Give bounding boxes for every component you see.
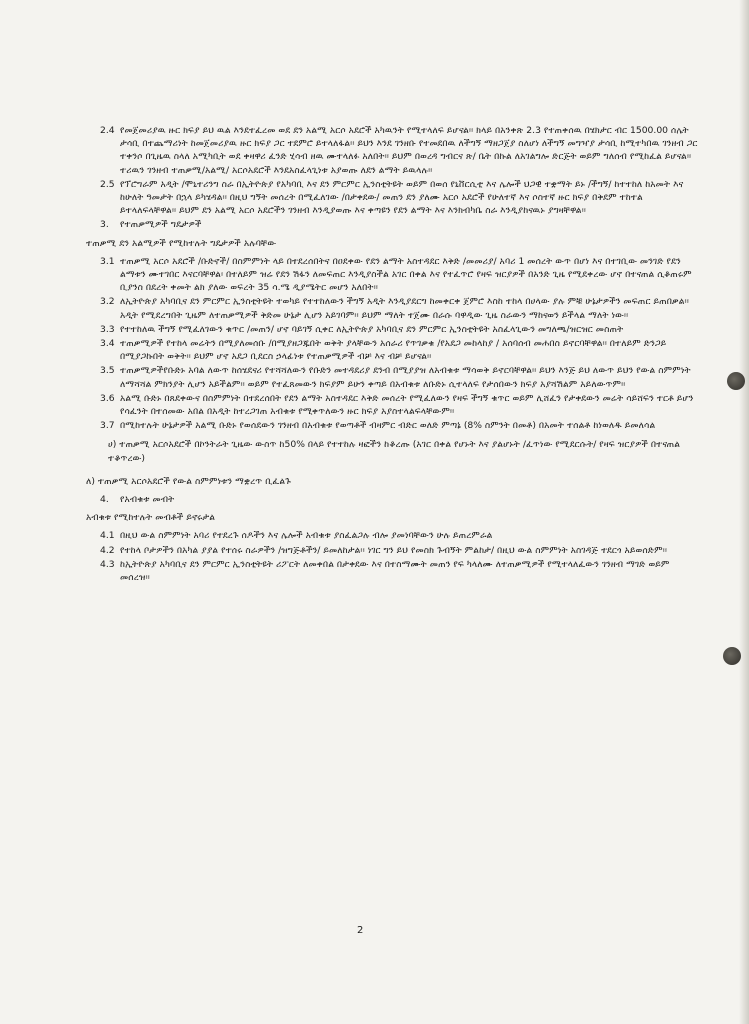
section-title: የአብቁቱ መብት xyxy=(120,494,175,506)
clause-4-3 xyxy=(80,558,700,584)
clause-number: 4.2 xyxy=(100,544,115,556)
section-heading-3 xyxy=(80,218,700,231)
clause-number: 3.1 xyxy=(100,255,115,267)
subsection-u: ሀ) ተጠቃሚ አርሶአደሮች በኮንትራት ጊዜው ውስጥ ከ50% በላይ የተተከሉ ዛፎችን ከቆረጡ (አገር በቀል የሆኑት እና ያልሆኑት /ፈጥነው የሚደርሱት/ የዛፍ ዝርያዎች በተናጠል ተቆጥረው) xyxy=(108,439,681,464)
clause-text: ተጠቃሚ አርሶ አደሮች /ቡድኖች/ በስምምነት ላይ በተደረሰበትና በዐደቀው የደን ልማት አስተዳደር እቅድ /መመሪያ/ አባሪ 1 መሰረት ውጥ በሆነ እና በተገቢው መንገድ የደን ልማቱን ሙተገበር እናርባቸዋል፡ በተለይም ዝሬ የደን ሽፋን ለመፍጠር እንዲያስችል አገር በቀል እና የተፈጥሮ የዛፍ ዝርያዎች በአንድ ጊዜ የሚደቀረው ሆኖ በተናጠል ሲቆጠሩም ቢያንስ በደረት ቀመት ልክ ያለው ወፍረት 35 ሳ.ሜ ዲያሜትር መሆን አለበት፡፡ xyxy=(120,255,692,294)
punch-hole xyxy=(727,372,745,390)
clause-text: የተከላ ቦታዎችን በአካል ያያል የተሰሩ ስራዎችን /ዝግጅቶችን/ ይመለከታል፡፡ ነገር ግን ይህ የመስክ ጉብኝት ምልከታ/ በዚህ ውል ስምምነት አስገዳጅ ተደርጎ አይወሰድም፡፡ xyxy=(120,544,667,556)
clause-2-5 xyxy=(80,178,700,218)
section-heading-4 xyxy=(80,493,700,506)
clause-text: ለኢትዮጵያ አካባቢና ደን ምርምር ኢንስቲትዩት ተወካይ የተተከለውን ችግኝ አዲት እንዲያደርግ ከመቀርቀ ጀምሮ እስከ ተከላ በሀላው ያሉ ምቹ ሁኔታዎችን መፍጠር ይጠበቃል፡፡ አዲት የሚደረግበት ጊዜም ለተጠቃሚዎች ቅድመ ሁኔታ ሊሆን አይገባም፡፡ ይህም ማለት ተጀሙ በራሱ ባዋዲው ጊዜ ስራውን ማከናወን ይችላል ማለት ነው፡፡ xyxy=(120,296,689,321)
clause-4-1 xyxy=(80,529,700,542)
section-number: 4. xyxy=(100,494,109,506)
clause-text: የመጀመሪያዉ ዙር ክፍያ ይህ ዉል እንደተፈረመ ወደ ደን አልሚ አርሶ አደሮች አካዉንት የሚተላለፍ ይሆናል፡፡ ክላይ በአንቀጽ 2.3 የተጠቀሰዉ በሄክታር ብር 1500.00 ሰሌት ታሳቢ በተጨማሪነት ከመጀመሪያዉ ዙር ክፍያ ጋር ተደምሮ ይተላለፋል፡፡ ይህን እንደ ገንዘቡ የተመደበዉ ለችግኝ ማዘጋጀያ ስለሆነ ለችግኝ መግዣያ ታሳቢ ከሚተካበዉ ገንዘብ ጋር ተቀንሶ በጊዜዉ ስላለ አሚካቢት ወደ ቀዛዋሪ ፈንድ ሂሳብ ዘዉ ሙተላለፉ አለበት፡፡ ይህም በወረዳ ግብርና ጽ/ ቤት በኩል ለአገልግሎ ድርጅት ወይም ግለሰብ የሚከፈል ይሆናል፡፡ ተሪዉን ገንዘብ ተጠቃሚ/አልሚ/ አርሶአደሮች እንደአስፈላጊነቱ አያወጡ ለደን ልማት ይዉላሉ፡፡ xyxy=(120,125,698,176)
clause-text: ተጠቃሚዎች የተከላ መሬትን በሚያለመሰቡ /በሚያዘጋጁበት ወቅት ያላቸውን አሰራሪ የጥገቃቁ /የአደጋ መከላከያ / አሰባሰብ መሐበስ ይኖርባቸዋል፡፡ በተለይም ድንጋይ በሚያጋኩበት ወቅት፡፡ ይህም ሆኖ አደጋ ቢደርስ ኃላፊነቱ የተጠቃሚዎች ብቻ እና ብቻ ይሆናል፡፡ xyxy=(120,338,667,363)
document-body xyxy=(80,124,700,585)
clause-number: 3.2 xyxy=(100,296,115,308)
subsection-la: ለ) ተጠቃሚ አርሶአደሮች የውል ስምምነቱን ማቋረጥ ቢፈልጉ xyxy=(86,475,291,487)
clause-text: በዚህ ውል ስምምነት አባሪ የተደረጉ ሰዶችን እና ሌሎች አብቁቱ ያስፈልጋሉ ብሎ ያመነባቸውን ሁሉ ይጠረምራል xyxy=(120,530,493,542)
clause-number: 3.7 xyxy=(100,420,115,432)
clause-number: 4.1 xyxy=(100,530,115,542)
clause-3-1 xyxy=(80,255,700,295)
clause-number: 3.6 xyxy=(100,392,115,404)
clause-3-2 xyxy=(80,295,700,321)
clause-text: አልሚ ቡድኑ በጸደቀውና በስምምነት በተደረሰበት የደን ልማት አስተዳደር እቅድ መሰረት የሚፈለውን የዛፍ ችግኝ ቁጥር ወይም ሊሸፈን የታቀደውን መሬት ሳይሸፍን ተርቶ ይሆን የሳፈንት በተሰመው አበል በአዲት ከተረጋገጠ አብቁቱ የሚቀጥለውን ዙር ክፍያ አያስተላልፍላቸውም፡፡ xyxy=(120,392,694,418)
clause-3-5 xyxy=(80,364,700,390)
section-title: የተጠቃሚዎች ግዴታዎች xyxy=(120,219,202,231)
punch-hole xyxy=(723,647,741,665)
clause-text: ተጠቃሚዎችየቡድኑ አባል ለውጥ ከሰሄደናሪ የተሻሻለውን የቡድን መተዳደሪያ ደንብ በሚያያዝ ለአብቁቱ ማሳወቅ ይኖርባቸዋል፡፡ ይህን እንጅ ይህ ለውጥ ይህን የውል ስምምነት ለማሻሻል ምክንያት ሊሆን አይችልም፡፡ ወይም የተፈጸመውን ክፍያም ይሁን ቀጣይ በአብቁቱ ለቡድኑ ሲተላለፍ የታሰበውን ክፍያ አያሻሽልም አይለውጥም፡፡ xyxy=(120,365,691,390)
clause-3-4 xyxy=(80,337,700,363)
clause-number: 3.5 xyxy=(100,365,115,377)
clause-number: 2.4 xyxy=(100,125,115,136)
clause-2-4 xyxy=(80,124,700,177)
section-number: 3. xyxy=(100,219,109,231)
page-edge-shadow xyxy=(739,0,749,1024)
clause-number: 3.3 xyxy=(100,323,115,335)
section-4-intro: አብቁቱ የሚከተሉት መብቶች ይኖሩታል xyxy=(86,512,216,524)
clause-number: 4.3 xyxy=(100,558,115,570)
clause-text: የተተከለዉ ችግኝ የሚፈለገውን ቁጥር /መጠን/ ሆኖ ባይገኝ ሲቀር ለኢትዮጵያ አካባቢና ደን ምርምር ኢንስቲትዩት አስፈላጊውን መግለጫ/ዝርዝር መስጠት xyxy=(120,323,624,335)
page-number: 2 xyxy=(357,925,364,936)
clause-text: በሚከተሉት ሁኔታዎች አልሚ ቡድኑ የወሰደውን ገንዘብ በአብቁቱ የወጣቶች ብዛምር ብድር ወለድ ምጣኔ (8% ስምንት በመቶ) በአመት ተሰልቶ ከነወለዱ ይመለሳል xyxy=(120,420,656,432)
clause-4-2 xyxy=(80,544,700,557)
clause-number: 3.4 xyxy=(100,338,115,350)
clause-3-7 xyxy=(80,419,700,432)
clause-3-6 xyxy=(80,392,700,418)
clause-number: 2.5 xyxy=(100,178,115,190)
section-3-intro: ተጠቃሚ ደን አልሚዎች የሚከተሉት ግዴታዎች አሉባቸው xyxy=(86,237,277,249)
clause-text: የፕሮግራም አዲት /ሞኒተሪንግ ስራ በኢትዮጵያ የአካባቢ እና ደን ምርምር ኢንስቲትዩት ወይም በወሰ የኒቨርሲቲ እና ሌሎች ህጋዊ ተቋማት ይኑ /ችግኝ/ ከተተከለ ከአመት እና ከሁለት ዓመታት በኋላ ይካሄዳል፡፡ በዚህ ግኝት መሰረት በሚፈለገው /በታቀደው/ መጠን ደን ያለሙ አርሶ አደሮች የሁለተኛ እና ሶስተኛ ዙር ክፍያ በቅደም ተከተል ይተላለፍላቸዋል፡፡ ይህም ደን አልሚ አርሶ አደሮችን ገንዘብ እንዲያወጡ እና ቀጣዩን የደን ልማት እና እንክብካቤ ስራ እንዲያከናዉኑ ያግዛቸዋል፡፡ xyxy=(120,178,684,217)
clause-3-3 xyxy=(80,323,700,336)
clause-text: ከኢትዮጵያ አካባቢና ደን ምርምር ኢንስቲትዩት ሪፖርት ለመቀበል በታቀደው እና በተስማሙት መጠን የፍ ካላለሙ ለተጠቃሚዎች የሚተላለፈውን ገንዘብ ማገድ ወይም መሰረዝ፡፡ xyxy=(120,558,670,584)
